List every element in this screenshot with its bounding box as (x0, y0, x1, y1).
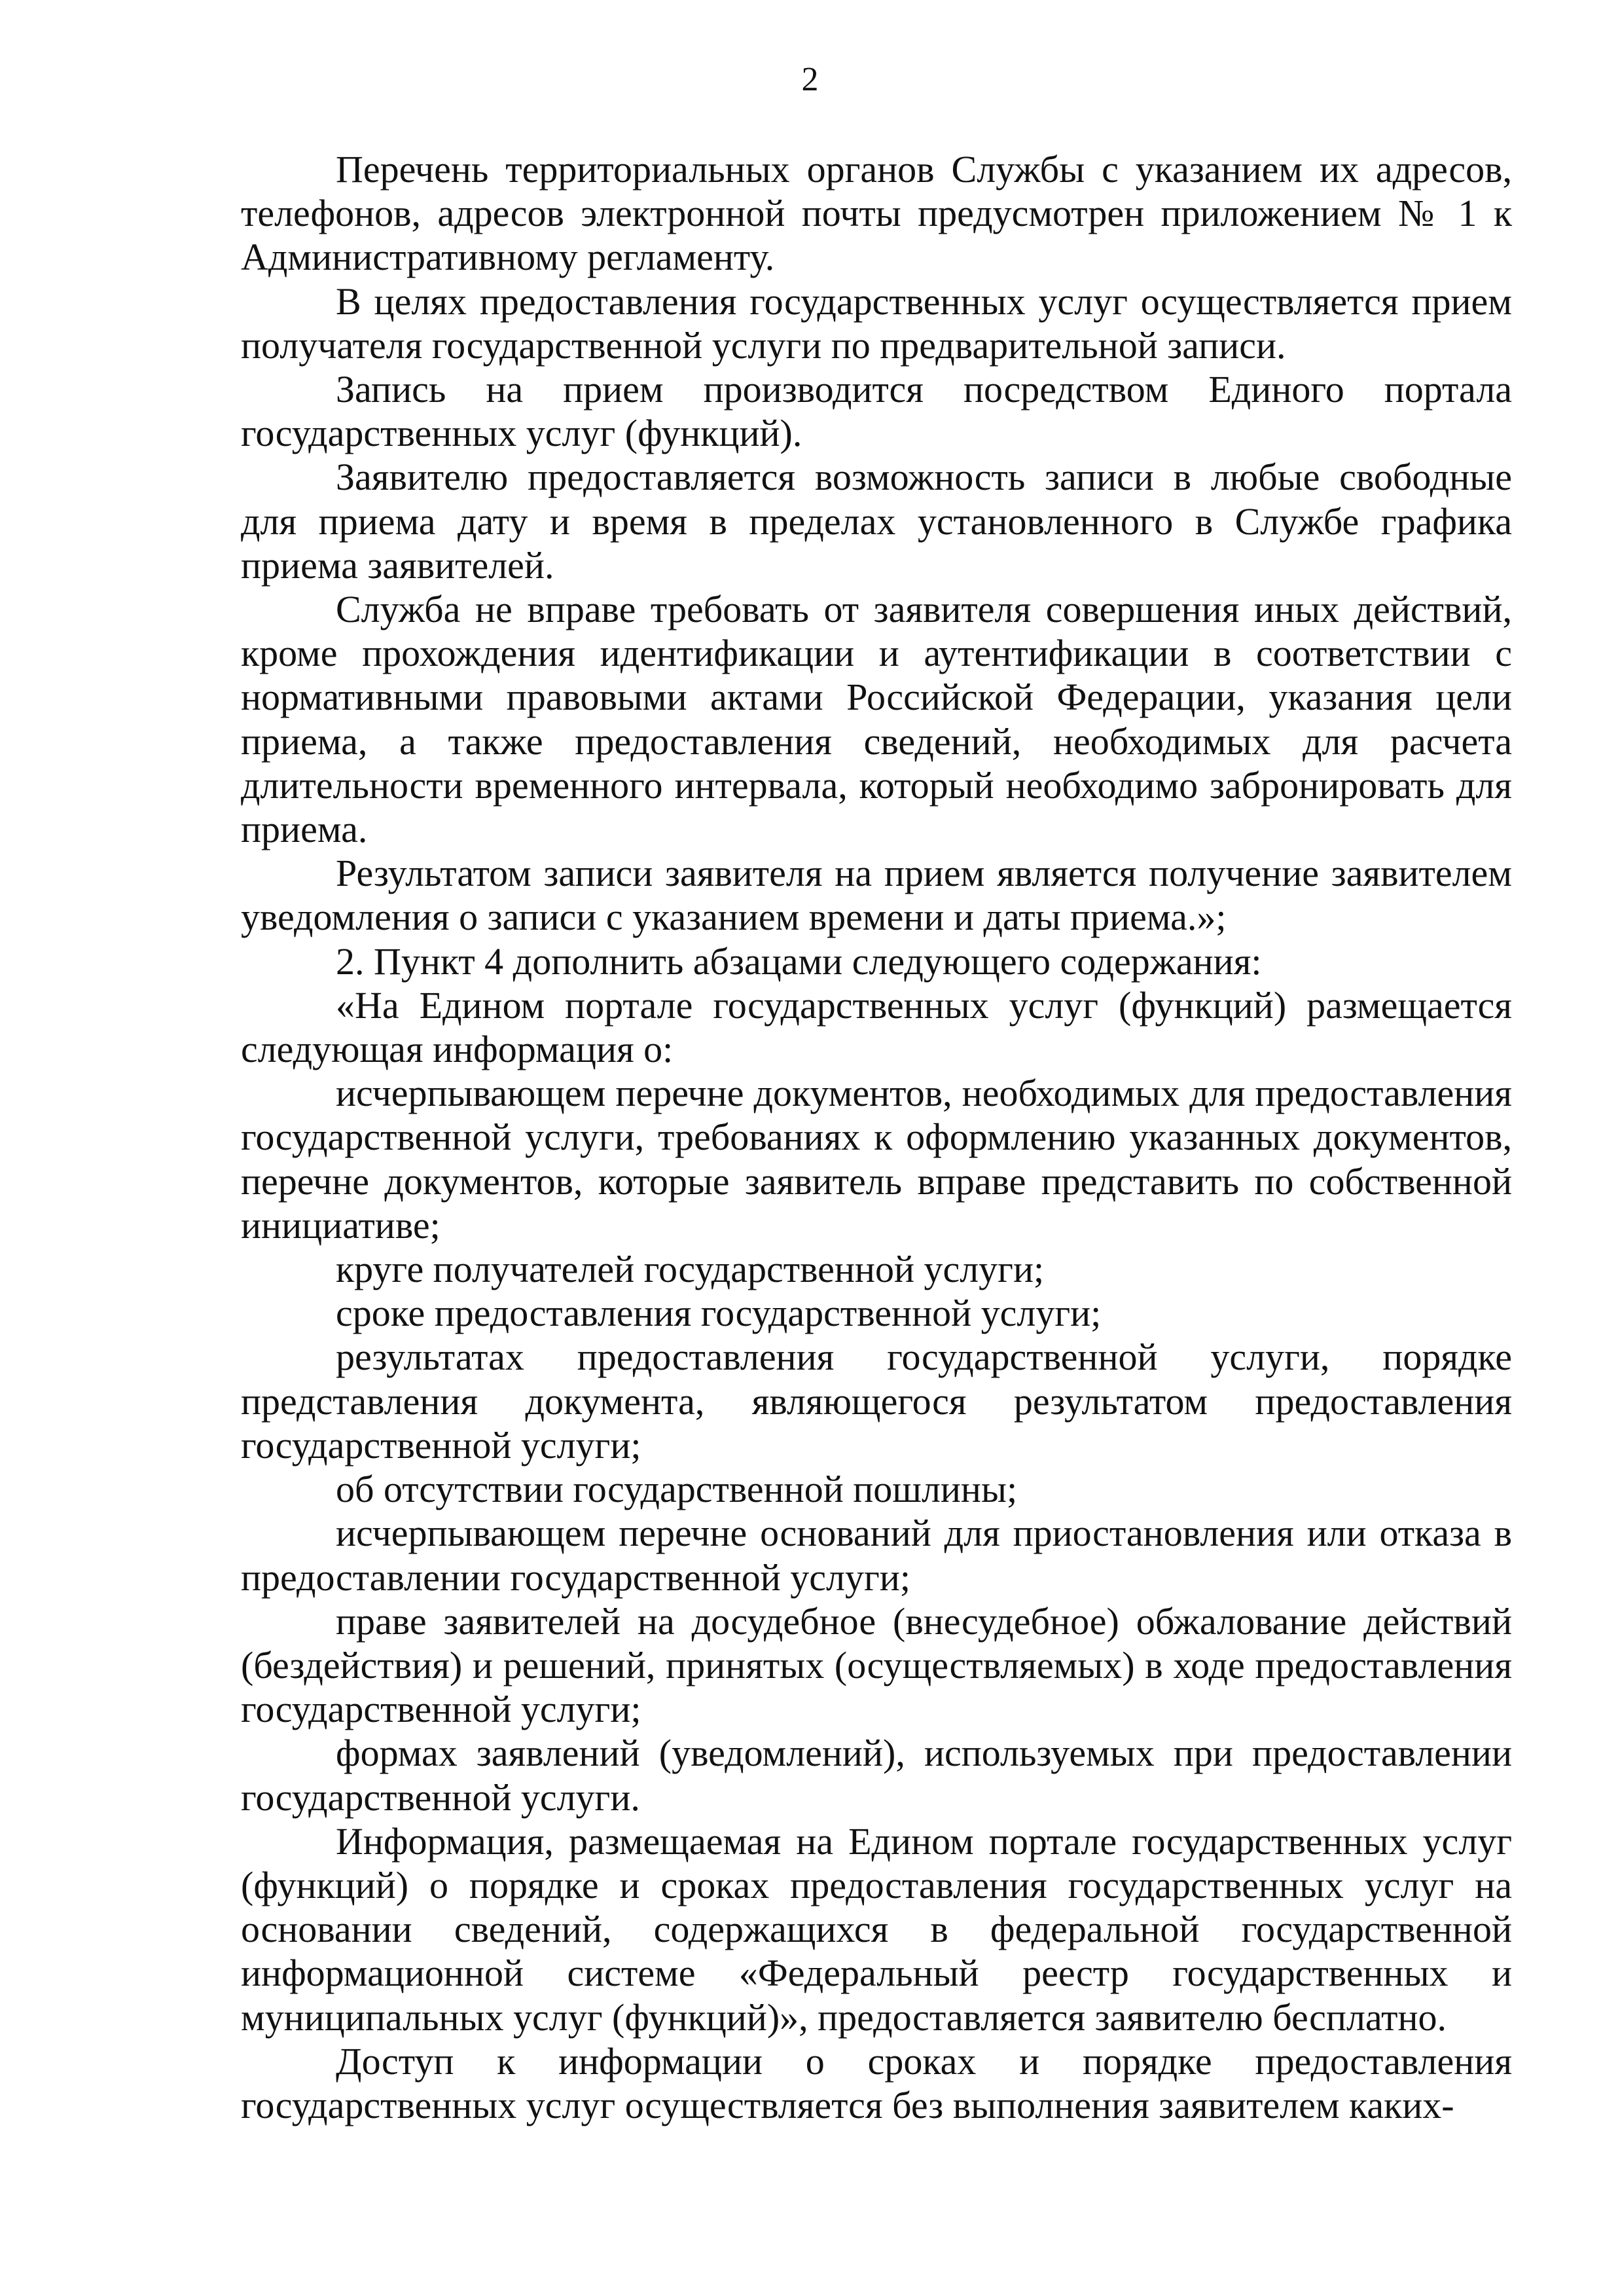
list-item-term: сроке предоставления государственной услуги; (336, 1292, 1102, 1335)
list-item-no-fee: об отсутствии государственной пошлины; (336, 1468, 1018, 1511)
paragraph-appointment-portal: Запись на прием производится посредством Единого портала государственных услуг (функций). (241, 368, 1512, 455)
paragraph-offices-list: Перечень территориальных органов Службы с указанием их адресов, телефонов, адресов электронной почты предусмотрен приложением № 1 к Административному регламенту. (241, 148, 1512, 279)
list-item-application-forms: формах заявлений (уведомлений), используемых при предоставлении государственной услуги. (241, 1732, 1512, 1819)
list-item-refusal-grounds: исчерпывающем перечне оснований для приостановления или отказа в предоставлении государственной услуги; (241, 1512, 1512, 1599)
list-item-documents: исчерпывающем перечне документов, необходимых для предоставления государственной услуги, требованиях к оформлению указанных документов, перечне документов, которые заявитель вправе представить по собственной инициативе; (241, 1072, 1512, 1247)
paragraph-portal-info-intro: «На Едином портале государственных услуг (функций) размещается следующая информация о: (241, 983, 1512, 1071)
paragraph-access-conditions: Доступ к информации о сроках и порядке предоставления государственных услуг осуществляется без выполнения заявителем каких- (241, 2039, 1512, 2126)
paragraph-clause-4-amendment: 2. Пункт 4 дополнить абзацами следующего содержания: (336, 939, 1262, 983)
paragraph-free-slots: Заявителю предоставляется возможность записи в любые свободные для приема дату и время в пределах установленного в Службе графика приема заявителей. (241, 456, 1512, 587)
paragraph-appointment-result: Результатом записи заявителя на прием является получение заявителем уведомления о записи с указанием времени и даты приема.»; (241, 852, 1512, 939)
document-body (241, 147, 1512, 2127)
page-number: 2 (801, 61, 819, 98)
list-item-recipients: круге получателей государственной услуги; (336, 1248, 1045, 1291)
list-item-appeal-rights: праве заявителей на досудебное (внесудебное) обжалование действий (бездействия) и решений, принятых (осуществляемых) в ходе предоставления государственной услуги; (241, 1599, 1512, 1731)
paragraph-appointment-purpose: В целях предоставления государственных услуг осуществляется прием получателя государственной услуги по предварительной записи. (241, 280, 1512, 367)
paragraph-free-information: Информация, размещаемая на Едином портале государственных услуг (функций) о порядке и сроках предоставления государственных услуг на основании сведений, содержащихся в федеральной государственной информационной системе «Федеральный реестр государственных и муниципальных услуг (функций)», предоставляется заявителю бесплатно. (241, 1819, 1512, 2039)
paragraph-service-restrictions: Служба не вправе требовать от заявителя совершения иных действий, кроме прохождения идентификации и аутентификации в соответствии с нормативными правовыми актами Российской Федерации, указания цели приема, а также предоставления сведений, необходимых для расчета длительности временного интервала, который необходимо забронировать для приема. (241, 588, 1512, 851)
list-item-results: результатах предоставления государственной услуги, порядке представления документа, являющегося результатом предоставления государственной услуги; (241, 1336, 1512, 1467)
